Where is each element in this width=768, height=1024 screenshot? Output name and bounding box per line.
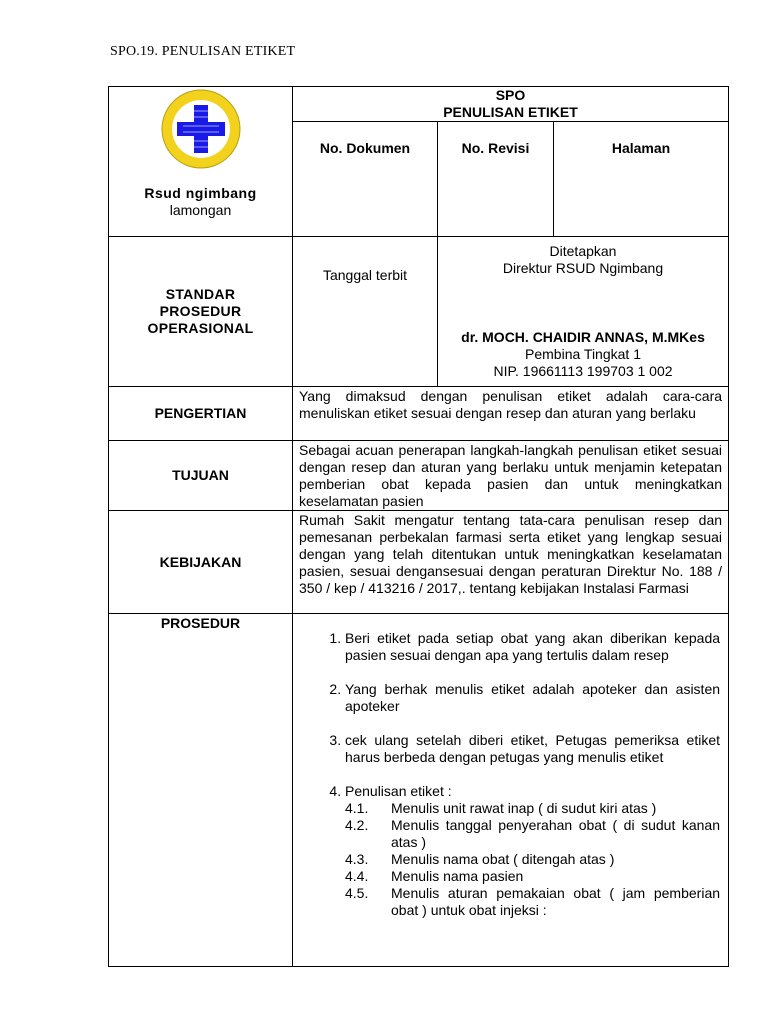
prosedur-body xyxy=(293,614,729,967)
approval-cell xyxy=(438,237,729,387)
tujuan-text: Sebagai acuan penerapan langkah-langkah penulisan etiket sesuai dengan resep dan aturan yang berlaku untuk menjamin ketepatan pemberian obat kepada pasien dan untuk meningkatkan keselamatan pasien xyxy=(293,441,729,511)
procedure-step-text: Penulisan etiket : xyxy=(345,783,452,799)
page-header: Halaman xyxy=(554,122,729,237)
substep-text: Menulis nama pasien xyxy=(391,868,524,884)
procedure-step: 1. Beri etiket pada setiap obat yang akan diberikan kepada pasien sesuai dengan apa yang tertulis dalam resep xyxy=(345,630,720,664)
tujuan-label: TUJUAN xyxy=(109,441,293,511)
hospital-name: Rsud ngimbang xyxy=(144,185,257,201)
spo-header xyxy=(293,87,729,122)
procedure-substep xyxy=(345,800,720,817)
approval-line2: Direktur RSUD Ngimbang xyxy=(502,260,664,276)
sop-label-line3: OPERASIONAL xyxy=(147,320,254,336)
procedure-substep xyxy=(345,817,720,851)
substep-text: Menulis tanggal penyerahan obat ( di sudut kanan atas ) xyxy=(391,817,721,850)
sop-label-line1: STANDAR xyxy=(165,286,236,302)
procedure-step xyxy=(345,783,720,919)
director-name: dr. MOCH. CHAIDIR ANNAS, M.MKes xyxy=(461,329,705,345)
issue-date-cell xyxy=(293,237,438,387)
procedure-substep xyxy=(345,851,720,868)
approval-line1: Ditetapkan xyxy=(549,243,617,259)
director-nip: NIP. 19661113 199703 1 002 xyxy=(493,363,673,379)
procedure-substep xyxy=(345,868,720,885)
substep-text: Menulis unit rawat inap ( di sudut kiri atas ) xyxy=(391,800,657,816)
substep-number: 4.3. xyxy=(345,851,369,867)
substep-text: Menulis aturan pemakaian obat ( jam pemberian obat ) untuk obat injeksi : xyxy=(391,885,721,918)
pengertian-label: PENGERTIAN xyxy=(109,387,293,441)
procedure-step: 2. Yang berhak menulis etiket adalah apoteker dan asisten apoteker xyxy=(345,681,720,715)
spo-header-line1: SPO xyxy=(495,87,526,103)
substep-text: Menulis nama obat ( ditengah atas ) xyxy=(391,851,615,867)
procedure-steps xyxy=(323,630,720,919)
document-title: SPO.19. PENULISAN ETIKET xyxy=(110,44,296,59)
spo-table xyxy=(108,86,729,967)
pengertian-text: Yang dimaksud dengan penulisan etiket adalah cara-cara menuliskan etiket sesuai dengan resep dan aturan yang berlaku xyxy=(293,387,729,441)
prosedur-label: PROSEDUR xyxy=(109,614,293,967)
sop-label-line2: PROSEDUR xyxy=(159,303,242,319)
spo-header-line2: PENULISAN ETIKET xyxy=(443,104,578,120)
director-rank: Pembina Tingkat 1 xyxy=(525,346,641,362)
substep-number: 4.2. xyxy=(345,817,369,833)
hospital-city: lamongan xyxy=(169,202,232,218)
procedure-substep xyxy=(345,885,720,919)
kebijakan-label: KEBIJAKAN xyxy=(109,511,293,614)
substep-number: 4.5. xyxy=(345,885,369,901)
procedure-substeps xyxy=(345,800,720,919)
doc-number-header: No. Dokumen xyxy=(293,122,438,237)
kebijakan-text: Rumah Sakit mengatur tentang tata-cara penulisan resep dan pemesanan perbekalan farmasi serta etiket yang lengkap sesuai dengan yang telah ditentukan untuk meningkatkan keselamatan pasien, sesuai dengansesuai dengan peraturan Direktur No. 188 / 350 / kep / 413216 / 2017,. tentang kebijakan Instalasi Farmasi xyxy=(293,511,729,614)
revision-number-header: No. Revisi xyxy=(438,122,554,237)
logo-cell xyxy=(109,87,293,237)
red-cross-hospital-logo-icon xyxy=(161,89,241,169)
substep-number: 4.1. xyxy=(345,800,369,816)
issue-date-label: Tanggal terbit xyxy=(322,267,408,283)
sop-label xyxy=(109,237,293,387)
procedure-step: 3. cek ulang setelah diberi etiket, Petugas pemeriksa etiket harus berbeda dengan petugas yang menulis etiket xyxy=(345,732,720,766)
substep-number: 4.4. xyxy=(345,868,369,884)
